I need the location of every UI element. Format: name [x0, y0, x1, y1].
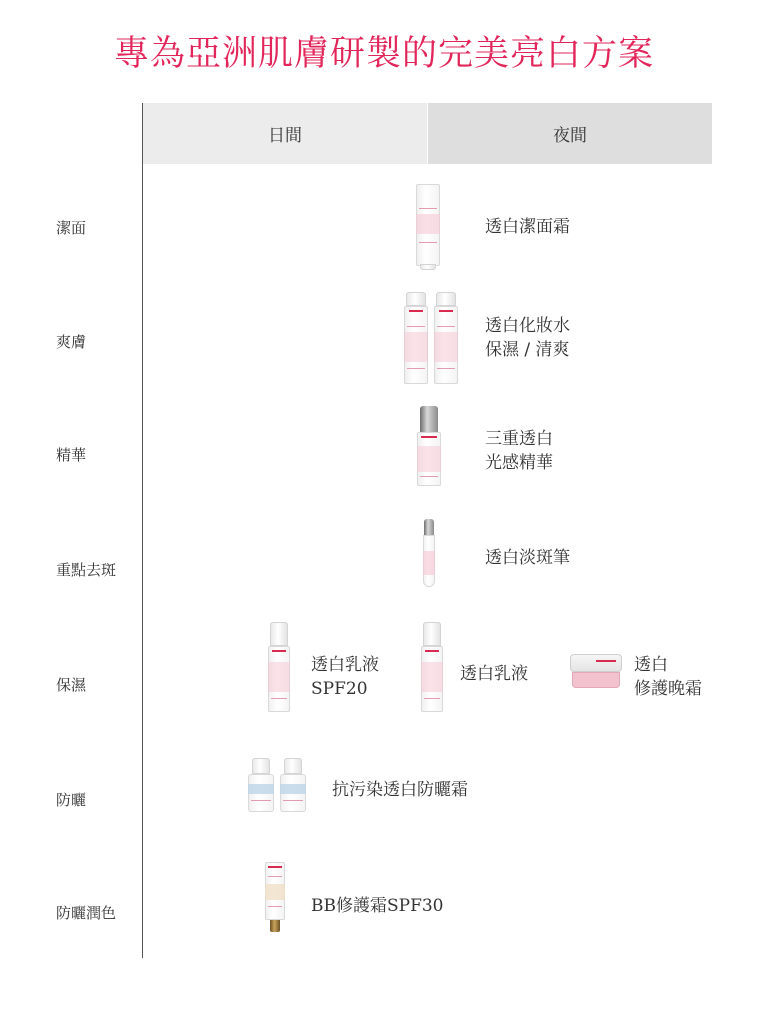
header-day: 日間	[143, 103, 427, 164]
row-label-cleansing: 潔面	[56, 219, 87, 237]
product-name-line: 透白	[634, 655, 668, 675]
product-name-line: BB修護霜SPF30	[311, 896, 444, 916]
serum-product-image	[417, 406, 441, 486]
row-label-moisturizing: 保濕	[56, 676, 87, 694]
product-name-line: 透白淡斑筆	[485, 548, 570, 568]
product-name-line: 修護晚霜	[634, 679, 702, 699]
bb-cream-product-image	[265, 862, 285, 932]
row-label-sunscreen: 防曬	[56, 791, 87, 809]
product-name-line: 光感精華	[485, 453, 553, 473]
page-title: 專為亞洲肌膚研製的完美亮白方案	[113, 34, 654, 74]
row-label-spot: 重點去斑	[56, 561, 117, 579]
product-name-day-emulsion	[311, 653, 379, 701]
product-name-spot-pen	[485, 546, 570, 570]
product-name-bb-cream	[311, 894, 444, 918]
product-name-sunscreen	[332, 778, 468, 802]
product-name-night-cream	[634, 653, 702, 701]
night-cream-product-image	[570, 654, 622, 690]
product-name-line: 透白潔面霜	[485, 217, 570, 237]
product-name-line: 抗污染透白防曬霜	[332, 780, 468, 800]
product-name-line: 透白化妝水	[485, 316, 570, 336]
product-name-line: 透白乳液	[460, 664, 528, 684]
spot-pen-product-image	[423, 519, 435, 587]
product-name-lotion	[485, 314, 570, 362]
product-name-line: 透白乳液	[311, 655, 379, 675]
product-name-line: 保濕 / 清爽	[485, 340, 570, 360]
product-name-serum	[485, 427, 553, 475]
lotion-product-image	[404, 292, 458, 384]
header-night: 夜間	[428, 103, 712, 164]
sunscreen-product-image	[248, 758, 306, 814]
day-emulsion-product-image	[268, 622, 290, 712]
table-divider	[142, 103, 143, 958]
night-emulsion-product-image	[421, 622, 443, 712]
product-name-night-emulsion	[460, 662, 528, 686]
product-name-line: SPF20	[311, 679, 368, 699]
cleanser-product-image	[416, 184, 440, 270]
product-name-cleanser	[485, 215, 570, 239]
product-name-line: 三重透白	[485, 429, 553, 449]
row-label-tinted-sunscreen: 防曬潤色	[56, 904, 117, 922]
row-label-toning: 爽膚	[56, 333, 87, 351]
row-label-serum: 精華	[56, 446, 87, 464]
